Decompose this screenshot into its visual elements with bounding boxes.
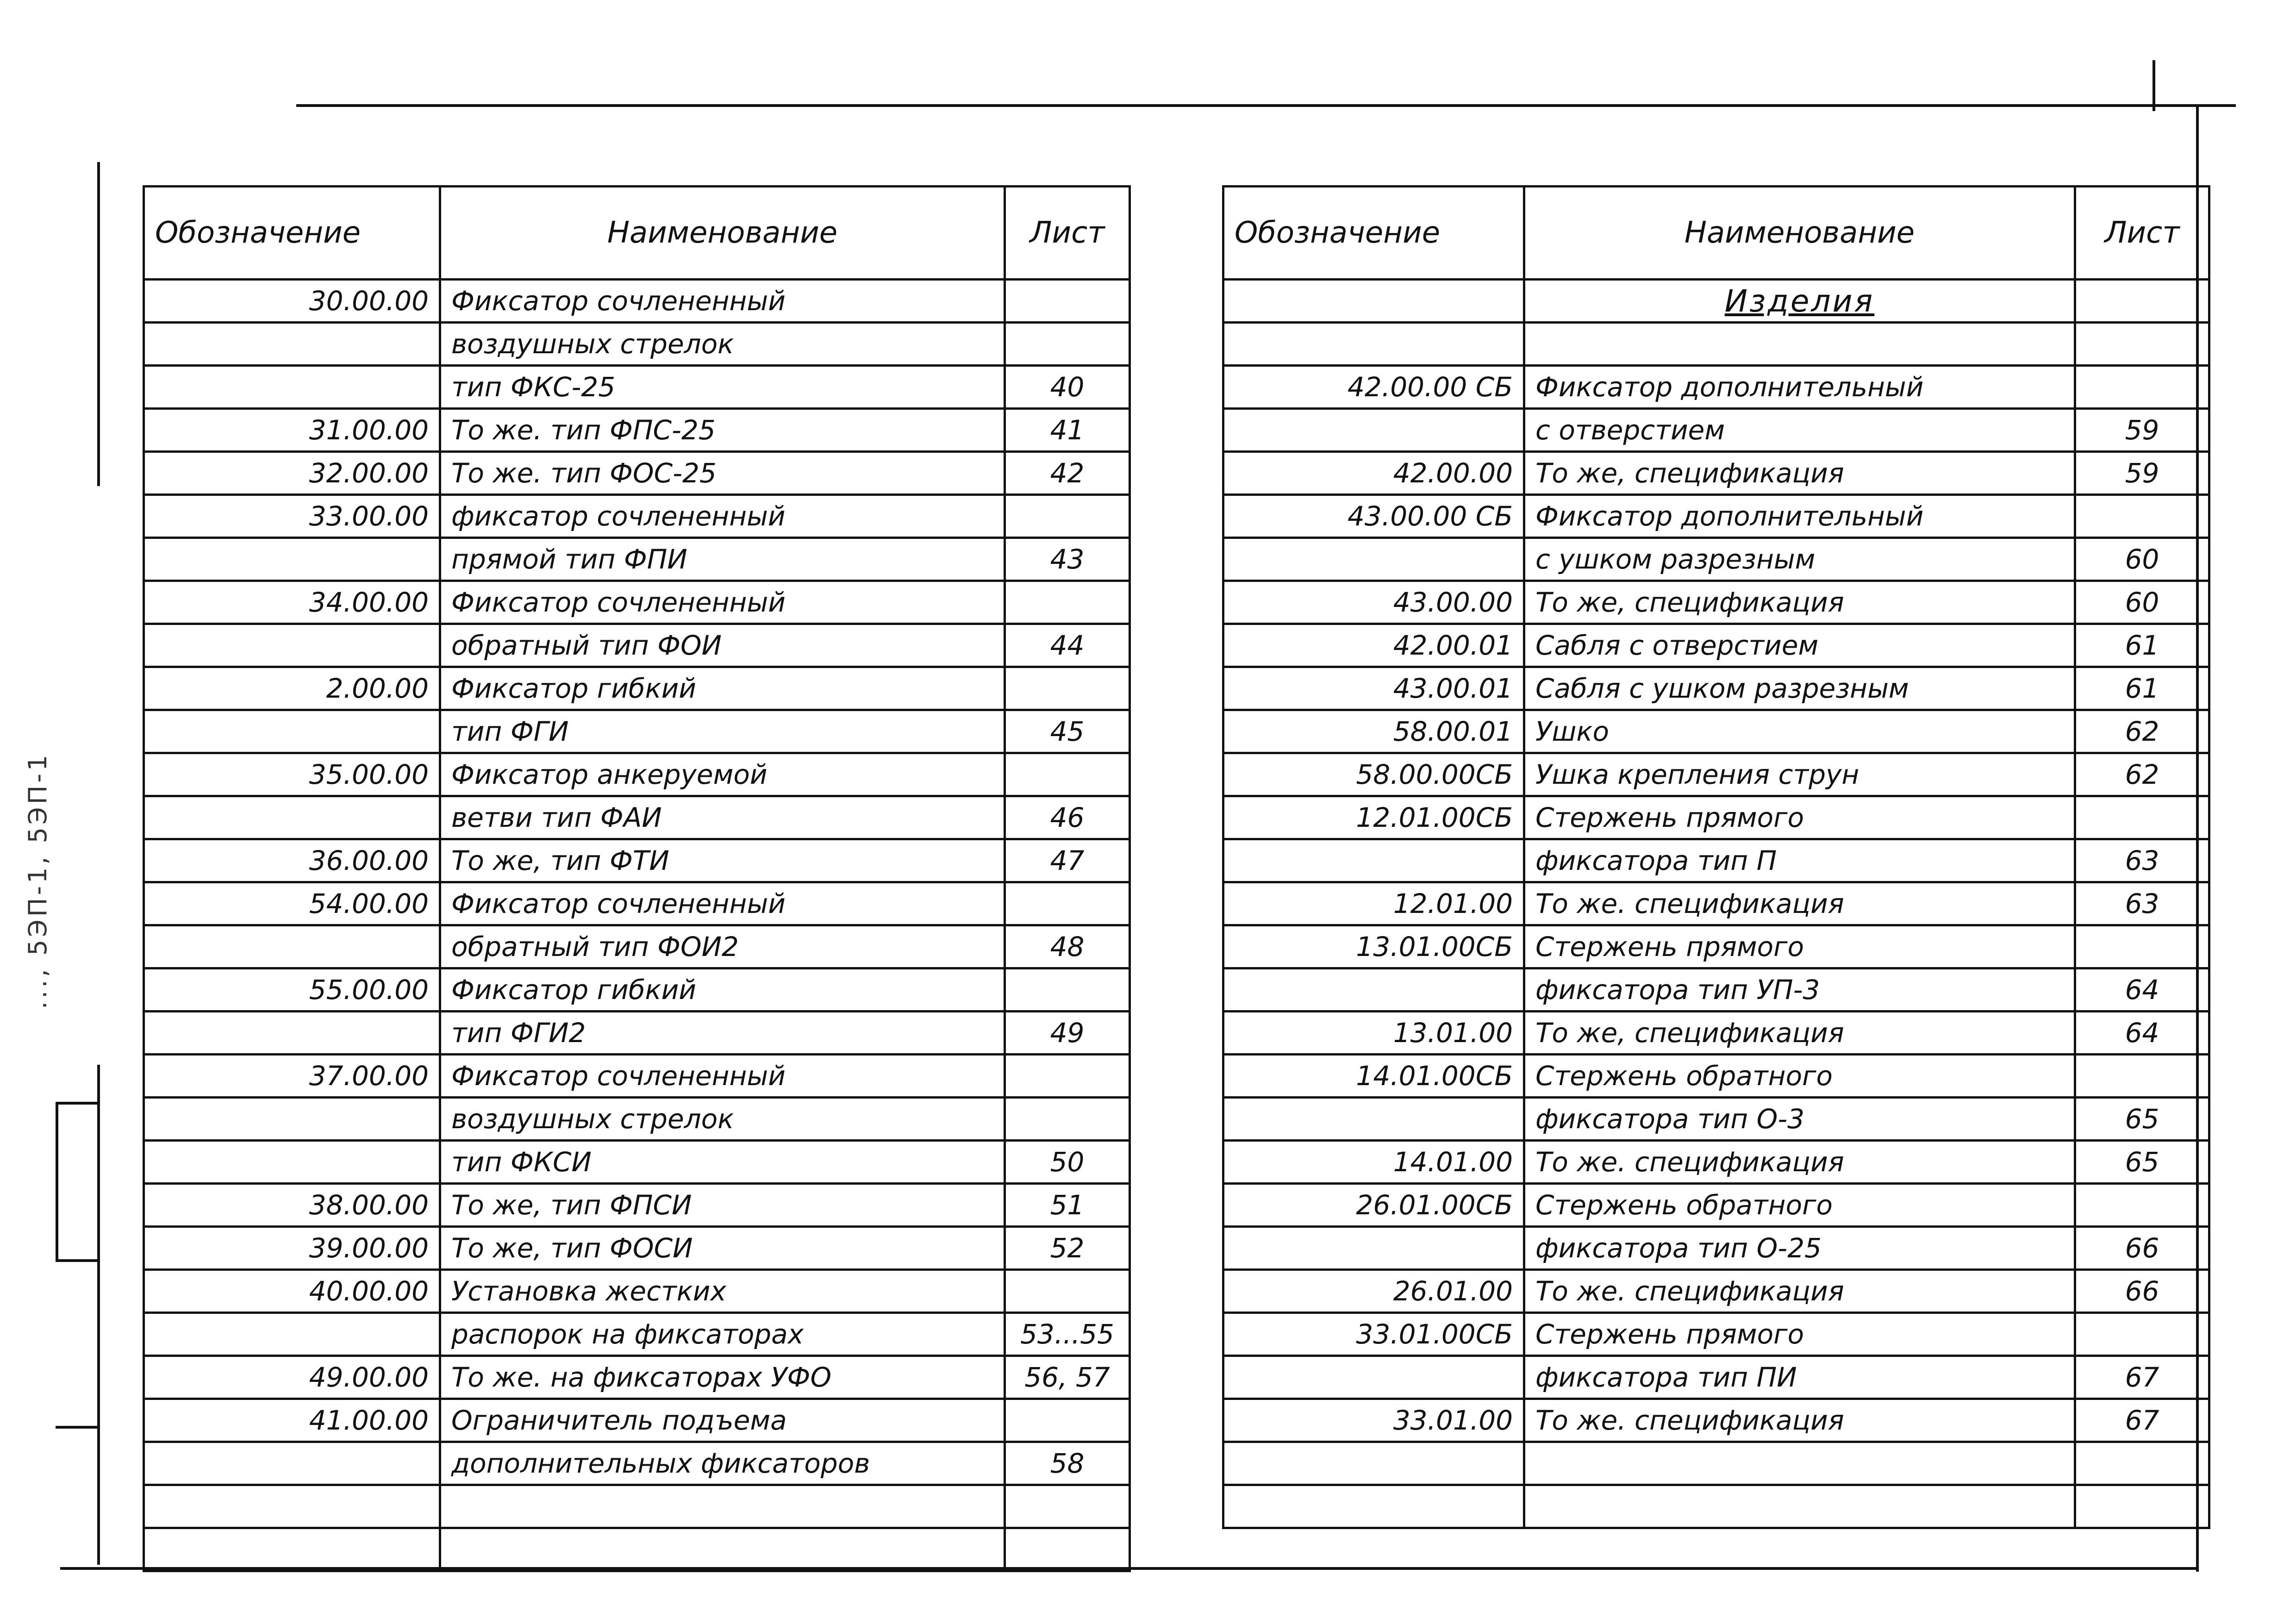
left-row bbox=[144, 1442, 1130, 1485]
left-code-cell bbox=[144, 925, 440, 968]
left-name-cell: прямой тип ФПИ bbox=[440, 538, 1005, 581]
right-name-cell: Стержень обратного bbox=[1524, 1184, 2075, 1227]
left-row bbox=[144, 882, 1130, 925]
left-code-cell: 39.00.00 bbox=[144, 1227, 440, 1270]
right-name-cell: То же. спецификация bbox=[1524, 1399, 2075, 1442]
left-row bbox=[144, 753, 1130, 796]
right-code-cell: 42.00.00 СБ bbox=[1223, 366, 1524, 409]
left-code-cell: 32.00.00 bbox=[144, 452, 440, 495]
right-row bbox=[1223, 323, 2209, 366]
right-row bbox=[1223, 753, 2209, 796]
right-sheet-cell: 65 bbox=[2075, 1098, 2209, 1141]
right-code-cell: 12.01.00СБ bbox=[1223, 796, 1524, 839]
left-row bbox=[144, 452, 1130, 495]
left-name-cell: обратный тип ФОИ bbox=[440, 624, 1005, 667]
left-row bbox=[144, 1184, 1130, 1227]
left-sheet-cell: 44 bbox=[1005, 624, 1130, 667]
left-row bbox=[144, 366, 1130, 409]
left-name-cell: ветви тип ФАИ bbox=[440, 796, 1005, 839]
right-code-cell: 14.01.00 bbox=[1223, 1141, 1524, 1184]
left-name-cell: Фиксатор сочлененный bbox=[440, 280, 1005, 323]
right-name-cell: Фиксатор дополнительный bbox=[1524, 366, 2075, 409]
left-sheet-cell bbox=[1005, 495, 1130, 538]
left-code-cell bbox=[144, 1012, 440, 1055]
right-sheet-cell: 63 bbox=[2075, 839, 2209, 882]
left-row bbox=[144, 280, 1130, 323]
left-code-cell: 54.00.00 bbox=[144, 882, 440, 925]
right-code-cell bbox=[1223, 538, 1524, 581]
right-code-cell: 43.00.01 bbox=[1223, 667, 1524, 710]
left-code-cell bbox=[144, 796, 440, 839]
right-code-cell bbox=[1223, 1442, 1524, 1485]
left-row bbox=[144, 1485, 1130, 1528]
right-row bbox=[1223, 710, 2209, 753]
left-code-cell bbox=[144, 1098, 440, 1141]
right-name-cell: фиксатора тип О-25 bbox=[1524, 1227, 2075, 1270]
right-code-cell: 12.01.00 bbox=[1223, 882, 1524, 925]
right-sheet-cell bbox=[2075, 1184, 2209, 1227]
left-sheet-cell bbox=[1005, 1055, 1130, 1098]
right-name-cell: с отверстием bbox=[1524, 409, 2075, 452]
left-row bbox=[144, 839, 1130, 882]
left-row bbox=[144, 409, 1130, 452]
left-row bbox=[144, 1399, 1130, 1442]
left-sheet-cell bbox=[1005, 968, 1130, 1012]
margin-note: ..., 5ЭП-1, 5ЭП-1 bbox=[23, 752, 52, 1009]
left-sheet-cell: 56, 57 bbox=[1005, 1356, 1130, 1399]
right-header-sheet: Лист bbox=[2075, 187, 2209, 280]
right-sheet-cell: 59 bbox=[2075, 409, 2209, 452]
left-name-cell: воздушных стрелок bbox=[440, 1098, 1005, 1141]
left-sheet-cell: 43 bbox=[1005, 538, 1130, 581]
right-name-cell: Ушко bbox=[1524, 710, 2075, 753]
right-name-cell: То же, спецификация bbox=[1524, 581, 2075, 624]
left-code-cell: 38.00.00 bbox=[144, 1184, 440, 1227]
left-sheet-cell bbox=[1005, 882, 1130, 925]
right-name-cell: фиксатора тип П bbox=[1524, 839, 2075, 882]
right-code-cell: 26.01.00СБ bbox=[1223, 1184, 1524, 1227]
right-row bbox=[1223, 882, 2209, 925]
left-code-cell: 55.00.00 bbox=[144, 968, 440, 1012]
left-row bbox=[144, 538, 1130, 581]
left-name-cell: Фиксатор анкеруемой bbox=[440, 753, 1005, 796]
left-sheet-cell: 50 bbox=[1005, 1141, 1130, 1184]
right-name-cell: То же, спецификация bbox=[1524, 452, 2075, 495]
right-name-cell bbox=[1524, 1485, 2075, 1528]
right-row bbox=[1223, 366, 2209, 409]
right-header-code: Обозначение bbox=[1223, 187, 1524, 280]
left-sheet-cell: 52 bbox=[1005, 1227, 1130, 1270]
left-code-cell bbox=[144, 538, 440, 581]
right-code-cell: 33.01.00 bbox=[1223, 1399, 1524, 1442]
left-row bbox=[144, 581, 1130, 624]
right-name-cell: с ушком разрезным bbox=[1524, 538, 2075, 581]
left-sheet-cell: 42 bbox=[1005, 452, 1130, 495]
right-section-sheet-cell bbox=[2075, 280, 2209, 323]
left-binding-tick-2 bbox=[56, 1259, 100, 1262]
left-row bbox=[144, 1098, 1130, 1141]
right-code-cell bbox=[1223, 1356, 1524, 1399]
right-name-cell: Сабля с ушком разрезным bbox=[1524, 667, 2075, 710]
left-code-cell bbox=[144, 624, 440, 667]
left-binding-tick-1 bbox=[56, 1102, 100, 1105]
right-sheet-cell: 61 bbox=[2075, 624, 2209, 667]
left-code-cell: 34.00.00 bbox=[144, 581, 440, 624]
right-section-row bbox=[1223, 280, 2209, 323]
right-code-cell bbox=[1223, 1098, 1524, 1141]
left-row bbox=[144, 710, 1130, 753]
right-name-cell bbox=[1524, 323, 2075, 366]
left-sheet-cell bbox=[1005, 667, 1130, 710]
left-sheet-cell: 40 bbox=[1005, 366, 1130, 409]
right-sheet-cell: 66 bbox=[2075, 1270, 2209, 1313]
right-name-cell: То же. спецификация bbox=[1524, 1270, 2075, 1313]
right-name-cell: Стержень прямого bbox=[1524, 796, 2075, 839]
right-name-cell: Стержень обратного bbox=[1524, 1055, 2075, 1098]
right-sheet-cell: 65 bbox=[2075, 1141, 2209, 1184]
left-code-cell: 36.00.00 bbox=[144, 839, 440, 882]
left-row bbox=[144, 968, 1130, 1012]
right-row bbox=[1223, 1442, 2209, 1485]
left-name-cell: фиксатор сочлененный bbox=[440, 495, 1005, 538]
left-name-cell: обратный тип ФОИ2 bbox=[440, 925, 1005, 968]
left-row bbox=[144, 1055, 1130, 1098]
title-block-line bbox=[2152, 60, 2155, 111]
left-code-cell bbox=[144, 323, 440, 366]
left-row bbox=[144, 925, 1130, 968]
right-row bbox=[1223, 667, 2209, 710]
right-row bbox=[1223, 1012, 2209, 1055]
left-name-cell: То же, тип ФПСИ bbox=[440, 1184, 1005, 1227]
right-name-cell: Ушка крепления струн bbox=[1524, 753, 2075, 796]
left-name-cell: распорок на фиксаторах bbox=[440, 1313, 1005, 1356]
left-code-cell: 2.00.00 bbox=[144, 667, 440, 710]
left-name-cell: То же. тип ФПС-25 bbox=[440, 409, 1005, 452]
right-sheet-cell: 67 bbox=[2075, 1356, 2209, 1399]
right-row bbox=[1223, 925, 2209, 968]
left-name-cell: Фиксатор сочлененный bbox=[440, 581, 1005, 624]
right-row bbox=[1223, 1098, 2209, 1141]
right-sheet-cell: 63 bbox=[2075, 882, 2209, 925]
left-code-cell: 49.00.00 bbox=[144, 1356, 440, 1399]
right-row bbox=[1223, 968, 2209, 1012]
left-row bbox=[144, 796, 1130, 839]
left-sheet-cell bbox=[1005, 1399, 1130, 1442]
left-row bbox=[144, 1227, 1130, 1270]
right-name-cell: То же. спецификация bbox=[1524, 1141, 2075, 1184]
left-sheet-cell: 45 bbox=[1005, 710, 1130, 753]
right-row bbox=[1223, 1270, 2209, 1313]
left-name-cell bbox=[440, 1528, 1005, 1571]
right-code-cell: 58.00.00СБ bbox=[1223, 753, 1524, 796]
right-header-name: Наименование bbox=[1524, 187, 2075, 280]
left-binding-stub bbox=[56, 1102, 58, 1259]
right-row bbox=[1223, 581, 2209, 624]
left-name-cell: Фиксатор гибкий bbox=[440, 667, 1005, 710]
right-code-cell: 13.01.00 bbox=[1223, 1012, 1524, 1055]
right-sheet-cell bbox=[2075, 925, 2209, 968]
left-sheet-cell bbox=[1005, 581, 1130, 624]
right-sheet-cell bbox=[2075, 1055, 2209, 1098]
left-code-cell: 30.00.00 bbox=[144, 280, 440, 323]
right-name-cell: То же. спецификация bbox=[1524, 882, 2075, 925]
right-row bbox=[1223, 1141, 2209, 1184]
right-sheet-cell: 67 bbox=[2075, 1399, 2209, 1442]
right-code-cell: 42.00.00 bbox=[1223, 452, 1524, 495]
right-row bbox=[1223, 409, 2209, 452]
right-name-cell: Фиксатор дополнительный bbox=[1524, 495, 2075, 538]
right-row bbox=[1223, 495, 2209, 538]
right-section-code-cell bbox=[1223, 280, 1524, 323]
left-name-cell: Фиксатор гибкий bbox=[440, 968, 1005, 1012]
right-code-cell bbox=[1223, 1485, 1524, 1528]
left-code-cell bbox=[144, 1485, 440, 1528]
right-row bbox=[1223, 839, 2209, 882]
left-row bbox=[144, 1141, 1130, 1184]
right-code-cell: 58.00.01 bbox=[1223, 710, 1524, 753]
left-code-cell: 33.00.00 bbox=[144, 495, 440, 538]
left-sheet-cell: 49 bbox=[1005, 1012, 1130, 1055]
right-code-cell: 26.01.00 bbox=[1223, 1270, 1524, 1313]
right-header-row bbox=[1223, 187, 2209, 280]
left-name-cell: Ограничитель подъема bbox=[440, 1399, 1005, 1442]
left-code-cell: 31.00.00 bbox=[144, 409, 440, 452]
left-header-row bbox=[144, 187, 1130, 280]
right-code-cell bbox=[1223, 1227, 1524, 1270]
left-sheet-cell bbox=[1005, 323, 1130, 366]
left-sheet-cell bbox=[1005, 1485, 1130, 1528]
right-code-cell: 13.01.00СБ bbox=[1223, 925, 1524, 968]
right-row bbox=[1223, 1055, 2209, 1098]
left-name-cell: То же. на фиксаторах УФО bbox=[440, 1356, 1005, 1399]
left-row bbox=[144, 624, 1130, 667]
left-binding-line-bottom bbox=[97, 1065, 100, 1565]
right-row bbox=[1223, 1227, 2209, 1270]
right-code-cell bbox=[1223, 968, 1524, 1012]
right-row bbox=[1223, 1184, 2209, 1227]
left-sheet-cell: 48 bbox=[1005, 925, 1130, 968]
left-name-cell: тип ФКС-25 bbox=[440, 366, 1005, 409]
right-index-table bbox=[1222, 185, 2210, 1529]
right-sheet-cell: 62 bbox=[2075, 710, 2209, 753]
left-row bbox=[144, 1356, 1130, 1399]
right-sheet-cell bbox=[2075, 323, 2209, 366]
left-row bbox=[144, 1528, 1130, 1571]
left-row bbox=[144, 1313, 1130, 1356]
section-title: Изделия bbox=[1524, 280, 2075, 323]
left-index-table bbox=[143, 185, 1131, 1572]
left-code-cell bbox=[144, 1442, 440, 1485]
right-code-cell: 43.00.00 СБ bbox=[1223, 495, 1524, 538]
left-code-cell bbox=[144, 710, 440, 753]
right-name-cell: Стержень прямого bbox=[1524, 1313, 2075, 1356]
left-name-cell: Фиксатор сочлененный bbox=[440, 882, 1005, 925]
right-code-cell bbox=[1223, 323, 1524, 366]
top-frame-line bbox=[296, 104, 2236, 107]
right-row bbox=[1223, 624, 2209, 667]
left-name-cell: тип ФГИ bbox=[440, 710, 1005, 753]
right-name-cell: То же, спецификация bbox=[1524, 1012, 2075, 1055]
left-sheet-cell bbox=[1005, 280, 1130, 323]
right-row bbox=[1223, 1313, 2209, 1356]
left-code-cell bbox=[144, 1141, 440, 1184]
right-name-cell: фиксатора тип О-3 bbox=[1524, 1098, 2075, 1141]
left-code-cell: 40.00.00 bbox=[144, 1270, 440, 1313]
left-row bbox=[144, 667, 1130, 710]
left-name-cell bbox=[440, 1485, 1005, 1528]
left-code-cell: 35.00.00 bbox=[144, 753, 440, 796]
left-header-sheet: Лист bbox=[1005, 187, 1130, 280]
left-name-cell: тип ФГИ2 bbox=[440, 1012, 1005, 1055]
left-sheet-cell: 46 bbox=[1005, 796, 1130, 839]
right-row bbox=[1223, 1356, 2209, 1399]
left-name-cell: тип ФКСИ bbox=[440, 1141, 1005, 1184]
left-code-cell bbox=[144, 1313, 440, 1356]
left-binding-line-top bbox=[97, 162, 100, 486]
right-row bbox=[1223, 538, 2209, 581]
right-code-cell: 42.00.01 bbox=[1223, 624, 1524, 667]
left-sheet-cell: 58 bbox=[1005, 1442, 1130, 1485]
right-name-cell bbox=[1524, 1442, 2075, 1485]
left-name-cell: То же. тип ФОС-25 bbox=[440, 452, 1005, 495]
left-sheet-cell bbox=[1005, 1270, 1130, 1313]
left-sheet-cell: 47 bbox=[1005, 839, 1130, 882]
right-code-cell: 43.00.00 bbox=[1223, 581, 1524, 624]
right-sheet-cell: 64 bbox=[2075, 1012, 2209, 1055]
right-name-cell: фиксатора тип ПИ bbox=[1524, 1356, 2075, 1399]
left-code-cell: 41.00.00 bbox=[144, 1399, 440, 1442]
right-sheet-cell: 60 bbox=[2075, 538, 2209, 581]
right-name-cell: Стержень прямого bbox=[1524, 925, 2075, 968]
left-sheet-cell: 53...55 bbox=[1005, 1313, 1130, 1356]
left-name-cell: То же, тип ФОСИ bbox=[440, 1227, 1005, 1270]
left-header-name: Наименование bbox=[440, 187, 1005, 280]
left-code-cell: 37.00.00 bbox=[144, 1055, 440, 1098]
left-name-cell: Фиксатор сочлененный bbox=[440, 1055, 1005, 1098]
right-code-cell: 33.01.00СБ bbox=[1223, 1313, 1524, 1356]
left-code-cell bbox=[144, 366, 440, 409]
left-name-cell: Установка жестких bbox=[440, 1270, 1005, 1313]
left-sheet-cell bbox=[1005, 753, 1130, 796]
left-sheet-cell: 51 bbox=[1005, 1184, 1130, 1227]
right-row bbox=[1223, 1485, 2209, 1528]
right-row bbox=[1223, 1399, 2209, 1442]
right-sheet-cell bbox=[2075, 1485, 2209, 1528]
right-code-cell: 14.01.00СБ bbox=[1223, 1055, 1524, 1098]
right-sheet-cell bbox=[2075, 796, 2209, 839]
left-name-cell: воздушных стрелок bbox=[440, 323, 1005, 366]
right-sheet-cell: 64 bbox=[2075, 968, 2209, 1012]
left-sheet-cell bbox=[1005, 1528, 1130, 1571]
left-sheet-cell: 41 bbox=[1005, 409, 1130, 452]
left-binding-tick-3 bbox=[56, 1426, 100, 1429]
right-sheet-cell bbox=[2075, 1442, 2209, 1485]
right-code-cell bbox=[1223, 409, 1524, 452]
right-name-cell: Сабля с отверстием bbox=[1524, 624, 2075, 667]
right-sheet-cell: 62 bbox=[2075, 753, 2209, 796]
left-row bbox=[144, 1270, 1130, 1313]
right-sheet-cell: 60 bbox=[2075, 581, 2209, 624]
right-sheet-cell: 59 bbox=[2075, 452, 2209, 495]
left-name-cell: дополнительных фиксаторов bbox=[440, 1442, 1005, 1485]
right-row bbox=[1223, 796, 2209, 839]
left-row bbox=[144, 1012, 1130, 1055]
right-sheet-cell bbox=[2075, 366, 2209, 409]
left-header-code: Обозначение bbox=[144, 187, 440, 280]
right-sheet-cell: 66 bbox=[2075, 1227, 2209, 1270]
right-sheet-cell: 61 bbox=[2075, 667, 2209, 710]
left-code-cell bbox=[144, 1528, 440, 1571]
right-sheet-cell bbox=[2075, 495, 2209, 538]
left-name-cell: То же, тип ФТИ bbox=[440, 839, 1005, 882]
right-code-cell bbox=[1223, 839, 1524, 882]
right-row bbox=[1223, 452, 2209, 495]
right-sheet-cell bbox=[2075, 1313, 2209, 1356]
right-name-cell: фиксатора тип УП-3 bbox=[1524, 968, 2075, 1012]
left-row bbox=[144, 495, 1130, 538]
left-row bbox=[144, 323, 1130, 366]
left-sheet-cell bbox=[1005, 1098, 1130, 1141]
